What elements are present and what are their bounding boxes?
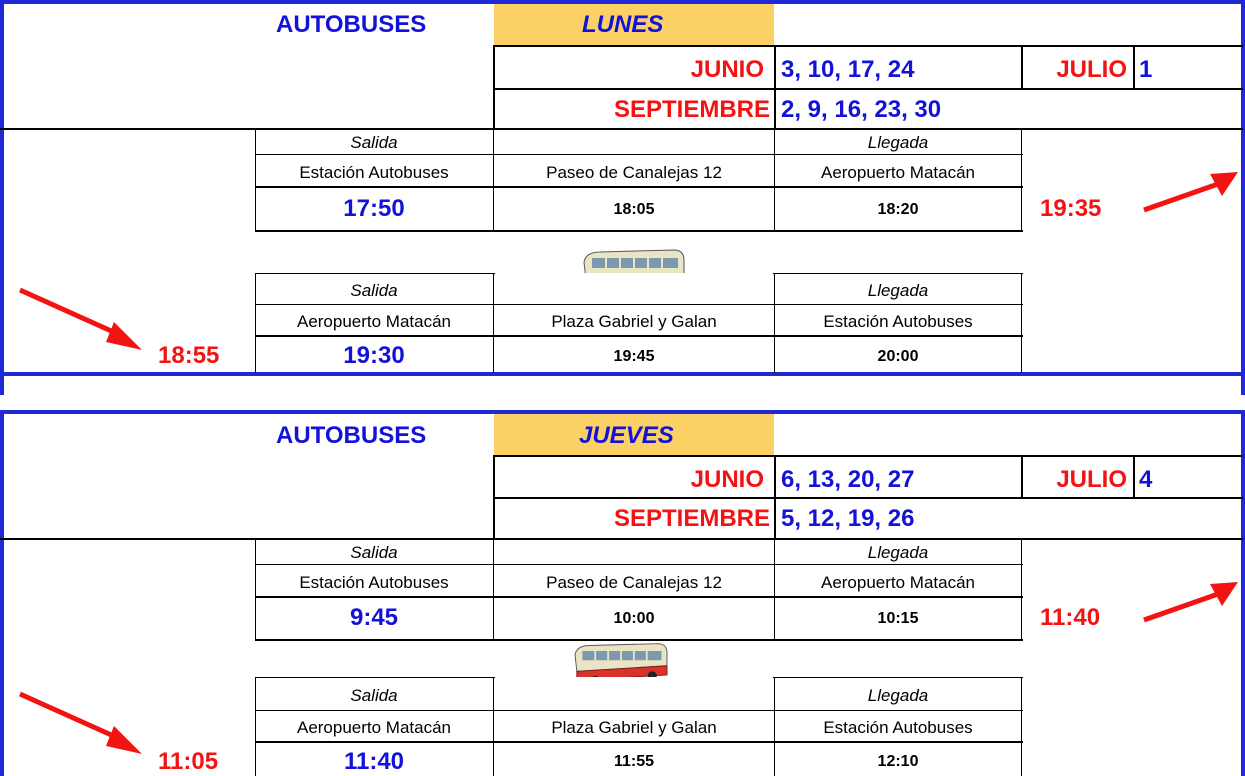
stop-destination: Estación Autobuses [823,718,973,737]
stop-destination: Estación Autobuses [823,312,973,331]
llegada-label: Llegada [867,543,929,562]
departure-time: 19:30 [343,342,405,369]
days-septiembre: 5, 12, 19, 26 [781,505,915,532]
title-autobuses: AUTOBUSES [276,11,427,38]
flight-arrival-time: 11:05 [158,748,219,775]
stop-middle: Plaza Gabriel y Galan [551,718,717,737]
weekday-label: LUNES [582,11,664,38]
arrival-time: 18:20 [877,201,919,218]
stop-destination: Aeropuerto Matacán [820,573,976,592]
section-border-mid [0,372,1245,376]
arrival-time: 12:10 [877,753,919,770]
month-junio: JUNIO [690,56,764,83]
arrival-time: 10:15 [877,610,919,627]
middle-time: 10:00 [613,610,655,627]
arrow-up-right-icon [1140,168,1240,218]
arrow-up-right-icon [1140,578,1240,628]
days-julio: 1 [1139,56,1153,83]
salida-label: Salida [350,133,398,152]
llegada-label: Llegada [867,133,929,152]
middle-time: 18:05 [613,201,655,218]
days-septiembre: 2, 9, 16, 23, 30 [781,96,942,123]
salida-label: Salida [350,543,398,562]
month-junio: JUNIO [690,466,764,493]
departure-time: 11:40 [343,748,405,775]
stop-origin: Estación Autobuses [299,163,449,182]
days-julio: 4 [1139,466,1153,493]
llegada-label: Llegada [867,686,929,705]
section-border-right [1241,410,1245,776]
middle-time: 19:45 [613,348,655,365]
stop-origin: Aeropuerto Matacán [296,312,452,331]
weekday-label: JUEVES [579,422,674,449]
arrival-time: 20:00 [877,348,919,365]
month-septiembre: SEPTIEMBRE [613,96,770,123]
flight-departure-time: 11:40 [1040,604,1101,631]
month-julio: JULIO [1056,56,1127,83]
stop-origin: Aeropuerto Matacán [296,718,452,737]
section-border-right [1241,0,1245,395]
llegada-label: Llegada [867,281,929,300]
section-border-left [0,410,4,776]
month-julio: JULIO [1056,466,1127,493]
departure-time: 17:50 [343,195,405,222]
stop-origin: Estación Autobuses [299,573,449,592]
stop-middle: Paseo de Canalejas 12 [546,163,722,182]
section-border-left [0,0,4,395]
departure-time: 9:45 [349,604,399,631]
stop-middle: Paseo de Canalejas 12 [546,573,722,592]
flight-arrival-time: 18:55 [158,342,220,369]
arrow-down-right-icon [18,286,148,356]
middle-time: 11:55 [613,753,655,770]
month-septiembre: SEPTIEMBRE [613,505,770,532]
days-junio: 3, 10, 17, 24 [781,56,915,83]
salida-label: Salida [350,686,398,705]
stop-destination: Aeropuerto Matacán [820,163,976,182]
arrow-down-right-icon [18,690,148,760]
title-autobuses: AUTOBUSES [276,422,427,449]
days-junio: 6, 13, 20, 27 [781,466,915,493]
flight-departure-time: 19:35 [1040,195,1102,222]
salida-label: Salida [350,281,398,300]
stop-middle: Plaza Gabriel y Galan [551,312,717,331]
